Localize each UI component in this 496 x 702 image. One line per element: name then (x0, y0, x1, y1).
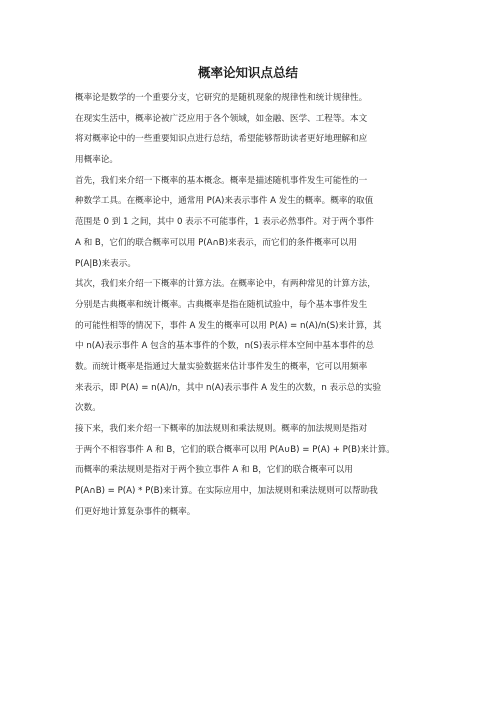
document-title: 概率论知识点总结 (197, 65, 298, 80)
text-line: 的可能性相等的情况下，事件 A 发生的概率可以用 P(A) = n(A)/n(S)来计算，其 (75, 320, 382, 331)
text-line: A 和 B，它们的联合概率可以用 P(A∩B)来表示，而它们的条件概率可以用 (75, 237, 357, 248)
text-line: 分别是古典概率和统计概率。古典概率是指在随机试验中，每个基本事件发生 (75, 299, 368, 310)
text-line: P(A|B)来表示。 (75, 258, 136, 269)
text-line: 首先，我们来介绍一下概率的基本概念。概率是描述随机事件发生可能性的一 (75, 175, 368, 186)
text-line: 概率论是数学的一个重要分支，它研究的是随机现象的规律性和统计规律性。 (75, 93, 368, 103)
text-line: 次数。 (75, 403, 101, 414)
text-line: 于两个不相容事件 A 和 B，它们的联合概率可以用 P(A∪B) = P(A) + P(B)来计算。 (75, 444, 395, 455)
text-line: 来表示，即 P(A) = n(A)/n，其中 n(A)表示事件 A 发生的次数，n 表示总的实验 (75, 382, 382, 393)
text-line: 接下来，我们来介绍一下概率的加法规则和乘法规则。概率的加法规则是指对 (75, 424, 368, 434)
document-body (75, 88, 495, 522)
text-line: 数。而统计概率是指通过大量实验数据来估计事件发生的概率，它可以用频率 (75, 361, 368, 372)
text-line: 范围是 0 到 1 之间，其中 0 表示不可能事件，1 表示必然事件。对于两个事件 (75, 217, 374, 228)
text-line: 而概率的乘法规则是指对于两个独立事件 A 和 B，它们的联合概率可以用 (75, 465, 353, 476)
text-line: P(A∩B) = P(A) * P(B)来计算。在实际应用中，加法规则和乘法规则可以帮助我 (75, 486, 378, 497)
text-line: 种数学工具。在概率论中，通常用 P(A)来表示事件 A 发生的概率。概率的取值 (75, 196, 374, 207)
text-line: 用概率论。 (75, 155, 118, 166)
text-line: 在现实生活中，概率论被广泛应用于各个领域，如金融、医学、工程等。本文 (75, 113, 368, 124)
text-line: 将对概率论中的一些重要知识点进行总结，希望能够帮助读者更好地理解和应 (75, 134, 368, 145)
text-line: 中 n(A)表示事件 A 包含的基本事件的个数，n(S)表示样本空间中基本事件的总 (75, 341, 374, 352)
text-line: 们更好地计算复杂事件的概率。 (75, 506, 196, 517)
text-line: 其次，我们来介绍一下概率的计算方法。在概率论中，有两种常见的计算方法， (75, 279, 376, 290)
